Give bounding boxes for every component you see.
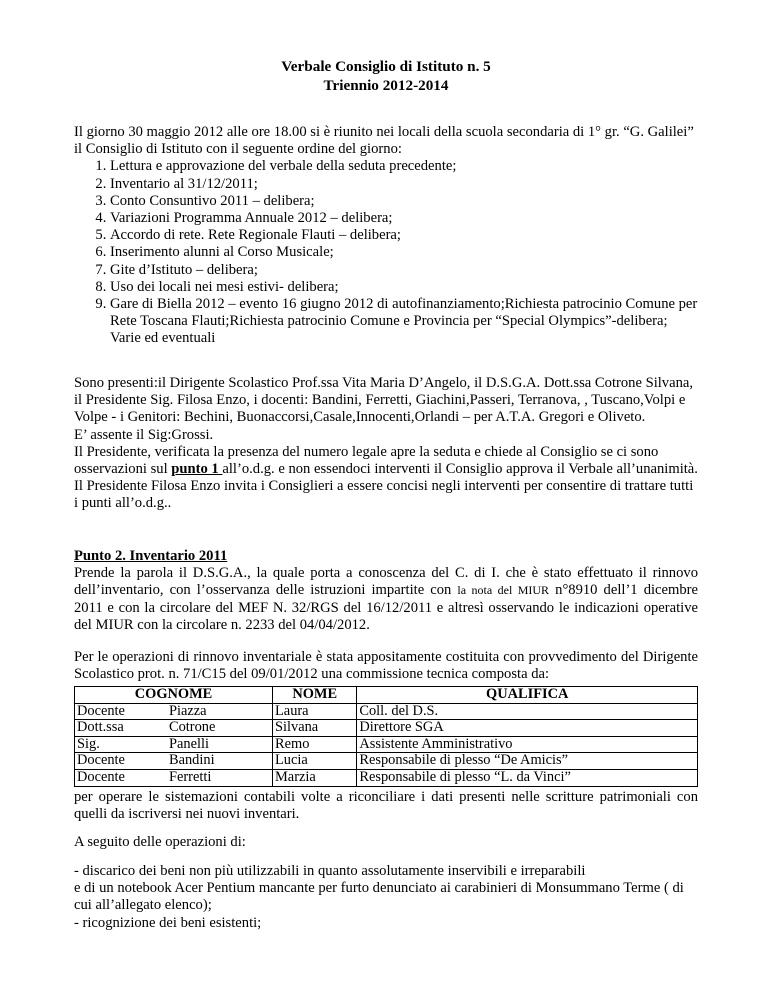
invito-paragraph: Il Presidente Filosa Enzo invita i Consiglieri a essere concisi negli interventi per consentire di trattare tutti i punti all’o.d.g.. bbox=[74, 478, 694, 512]
agenda-item: 9. Gare di Biella 2012 – evento 16 giugno 2012 di autofinanziamento;Richiesta patrocinio Comune per Rete Toscana Flauti;Richiesta patrocinio Comune e Provincia per “Special Olympics”-delibera; bbox=[110, 296, 698, 330]
cell-nome: Silvana bbox=[273, 720, 357, 737]
agenda-item: 3. Conto Consuntivo 2011 – delibera; bbox=[110, 193, 698, 210]
table-header-row bbox=[75, 687, 698, 704]
cell-nome: Marzia bbox=[273, 769, 357, 786]
commission-table bbox=[74, 686, 698, 787]
cell-cognome-text: Bandini bbox=[169, 752, 215, 769]
header-nome: NOME bbox=[273, 687, 357, 704]
agenda-item: 8. Uso dei locali nei mesi estivi- delibera; bbox=[110, 279, 698, 296]
cell-cognome bbox=[75, 736, 273, 753]
agenda-item: 2. Inventario al 31/12/2011; bbox=[110, 176, 698, 193]
punto2-paragraph-1 bbox=[74, 565, 698, 634]
document-title: Verbale Consiglio di Istituto n. 5 bbox=[281, 58, 491, 75]
list-item: - discarico dei beni non più utilizzabili in quanto assolutamente inservibili e irreparabili bbox=[74, 863, 586, 879]
cell-cognome-text: Piazza bbox=[169, 702, 207, 719]
cell-nome: Laura bbox=[273, 703, 357, 720]
presenti-paragraph: Sono presenti:il Dirigente Scolastico Prof.ssa Vita Maria D’Angelo, il D.S.G.A. Dott.ssa Cotrone Silvana, il Presidente Sig. Filosa Enzo, i docenti: Bandini, Ferretti, Giachini,Passeri, Terranova, , Tuscano,Volpi e Volpe - i Genitori: Bechini, Buonaccorsi,Casale,Innocenti,Orlandi – per A.T.A. Gregori e Oliveto. bbox=[74, 375, 694, 426]
cell-titolo: Docente bbox=[77, 768, 125, 785]
cell-cognome-text: Cotrone bbox=[169, 719, 216, 736]
list-item: - ricognizione dei beni esistenti; bbox=[74, 914, 262, 931]
presidente-paragraph bbox=[74, 444, 698, 478]
cell-cognome bbox=[75, 769, 273, 786]
document-subtitle: Triennio 2012-2014 bbox=[323, 77, 449, 94]
agenda-item: 4. Variazioni Programma Annuale 2012 – delibera; bbox=[110, 210, 698, 227]
table-row bbox=[75, 703, 698, 720]
after-table-paragraph: per operare le sistemazioni contabili volte a riconciliare i dati presenti nelle scritture patrimoniali con quelli da iscriversi nei nuovi inventari. bbox=[74, 789, 698, 823]
assente-line: E’ assente il Sig:Grossi. bbox=[74, 426, 214, 443]
cell-qualifica: Assistente Amministrativo bbox=[357, 736, 698, 753]
agenda-list bbox=[74, 158, 698, 330]
cell-titolo: Docente bbox=[77, 702, 125, 719]
table-row bbox=[75, 753, 698, 770]
agenda-item: 5. Accordo di rete. Rete Regionale Flauti – delibera; bbox=[110, 227, 698, 244]
attendance-section bbox=[74, 375, 698, 513]
cell-cognome bbox=[75, 753, 273, 770]
punto2-heading: Punto 2. Inventario 2011 bbox=[74, 548, 228, 564]
punto2-p1-text-b: n°8910 dell’1 dicembre 2011 e con la circolare del MEF N. 32/RGS del 16/12/2011 e altresì osservando le indicazioni operative del MIUR con la circolare n. 2233 del 04/04/2012. bbox=[74, 582, 698, 633]
table-row bbox=[75, 720, 698, 737]
presidente-text-post: all’o.d.g. e non essendoci interventi il Consiglio approva il Verbale all’unanimità. bbox=[222, 461, 698, 478]
cell-titolo: Sig. bbox=[77, 735, 100, 752]
cell-cognome-text: Ferretti bbox=[169, 768, 212, 785]
punto2-section bbox=[74, 548, 698, 634]
cell-cognome bbox=[75, 720, 273, 737]
cell-qualifica: Coll. del D.S. bbox=[357, 703, 698, 720]
agenda-item: 6. Inserimento alunni al Corso Musicale; bbox=[110, 244, 698, 261]
intro-section bbox=[74, 124, 698, 348]
header-cognome: COGNOME bbox=[75, 687, 273, 704]
table-row bbox=[75, 736, 698, 753]
list-item: e di un notebook Acer Pentium mancante per furto denunciato ai carabinieri di Monsummano Terme ( di cui all’allegato elenco); bbox=[74, 880, 684, 914]
cell-nome: Remo bbox=[273, 736, 357, 753]
presidente-text-pre: Il Presidente, verificata la presenza del numero legale apre la seduta e chiede al Consiglio se ci sono osservazioni sul bbox=[74, 443, 659, 478]
punto2-paragraph-2: Per le operazioni di rinnovo inventariale è stata appositamente costituita con provvedimento del Dirigente Scolastico prot. n. 71/C15 del 09/01/2012 una commissione tecnica composta da: bbox=[74, 649, 698, 683]
a-seguito-line: A seguito delle operazioni di: bbox=[74, 834, 246, 850]
agenda-extra: Varie ed eventuali bbox=[110, 330, 216, 347]
header-qualifica: QUALIFICA bbox=[357, 687, 698, 704]
table-row bbox=[75, 769, 698, 786]
cell-qualifica: Direttore SGA bbox=[357, 720, 698, 737]
operations-list bbox=[74, 863, 698, 932]
agenda-item: 1. Lettura e approvazione del verbale della seduta precedente; bbox=[110, 158, 698, 175]
cell-titolo: Docente bbox=[77, 752, 125, 769]
cell-titolo: Dott.ssa bbox=[77, 719, 124, 736]
cell-cognome-text: Panelli bbox=[169, 735, 209, 752]
punto2-p1-note: la nota del MIUR bbox=[457, 583, 550, 598]
cell-qualifica: Responsabile di plesso “De Amicis” bbox=[357, 753, 698, 770]
punto2-p1-text-a: Prende la parola il D.S.G.A., la quale porta a conoscenza del C. di I. che è stato effettuato il rinnovo dell’inventario, con l’osservanza delle istruzioni impartite con bbox=[74, 565, 698, 599]
cell-cognome bbox=[75, 703, 273, 720]
punto1-reference: punto 1 bbox=[171, 461, 223, 478]
cell-qualifica: Responsabile di plesso “L. da Vinci” bbox=[357, 769, 698, 786]
cell-nome: Lucia bbox=[273, 753, 357, 770]
agenda-item: 7. Gite d’Istituto – delibera; bbox=[110, 262, 698, 279]
intro-paragraph: Il giorno 30 maggio 2012 alle ore 18.00 si è riunito nei locali della scuola secondaria di 1° gr. “G. Galilei” il Consiglio di Istituto con il seguente ordine del giorno: bbox=[74, 124, 694, 158]
